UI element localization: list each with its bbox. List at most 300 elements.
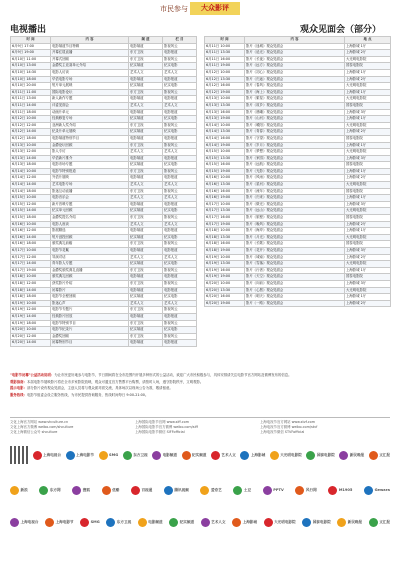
logo-name: 大光明电影院 [274,519,296,524]
table-row [11,168,197,175]
sponsor-logo [232,518,257,527]
table-row [205,129,391,136]
logo-mark-icon [33,451,42,460]
table-row [11,63,197,70]
table-row [205,208,391,215]
sponsor-logo [182,451,207,460]
table-cell: 影片《行者》观众见面会 [245,267,345,274]
logo-name: 上海电影节 [55,519,74,524]
table-row [205,168,391,175]
tv-column-header: 时 间 [11,37,51,44]
table-row [11,215,197,222]
table-cell: 6月14日 18:00 [11,188,51,195]
logo-name: 电影频道 [162,452,177,457]
table-row [11,261,197,268]
table-cell: 电影频道 [129,43,163,50]
table-cell: 国泰电影院 [345,215,391,222]
table-cell: 大光明电影院 [345,234,391,241]
table-cell: 6月10日 13:00 [11,63,51,70]
table-cell: 艺术人文 [163,102,197,109]
table-cell: 6月14日 10:00 [205,122,245,129]
table-cell: 影迷互动直播 [51,188,129,195]
sponsor-logo [240,451,265,460]
table-cell: 大光明电影院 [345,122,391,129]
table-row [11,287,197,294]
table-cell: 影视风云 [163,267,197,274]
sponsor-logo [211,451,236,460]
logo-mark-icon [152,451,161,460]
table-cell: 纪实电影 [163,261,197,268]
sponsor-logo [123,451,148,460]
table-row [205,201,391,208]
table-cell: 6月20日 10:00 [11,327,51,334]
table-cell: 经典修复专场 [51,116,129,123]
logo-mark-icon [131,486,140,495]
logo-mark-icon [106,518,115,527]
table-cell: 6月10日 20:00 [11,83,51,90]
logo-name: 艺术人文 [211,519,226,524]
sponsor-logo [99,451,119,460]
table-cell: 艺术人文 [129,300,163,307]
table-cell: 6月13日 10:00 [11,142,51,149]
table-cell: 影片《归来》观众见面会 [245,195,345,202]
table-cell: 大光明电影院 [345,149,391,156]
table-cell: 短片创投回顾 [51,234,129,241]
table-cell: 影片《初心》观众见面会 [245,69,345,76]
table-cell: 6月17日 10:00 [11,248,51,255]
table-cell: 电影报道 [163,287,197,294]
table-cell: 上海影城 1厅 [345,89,391,96]
table-cell: 6月12日 12:00 [11,122,51,129]
meet-column-header: 地 点 [345,37,391,44]
table-row [205,182,391,189]
tv-column-header: 内 容 [51,37,129,44]
table-cell: 6月13日 13:30 [205,102,245,109]
table-cell: 6月12日 10:00 [205,69,245,76]
table-row [11,56,197,63]
note-label: "电影节闭幕"公益活动说明： [10,373,55,377]
table-cell: 影片《岁月》观众见面会 [245,142,345,149]
table-cell: 6月10日 11:00 [11,56,51,63]
table-cell: 6月10日 14:30 [11,69,51,76]
table-cell: 上海影城 1厅 [345,294,391,301]
table-cell: 电影报道 [163,155,197,162]
logo-name: 东方卫视 [116,519,132,524]
table-cell: 电影报道 [163,96,197,103]
qr-code-icon [10,446,28,464]
table-row [205,234,391,241]
table-row [11,135,197,142]
table-row [11,182,197,189]
table-cell: 影视风云 [163,122,197,129]
table-cell: 电影报道 [163,313,197,320]
table-cell: 影视风云 [163,215,197,222]
table-cell: 电影频道节目特辑 [51,43,129,50]
table-cell: 6月17日 19:00 [205,221,245,228]
table-cell: 6月18日 18:00 [11,294,51,301]
table-cell: 6月19日 18:00 [11,320,51,327]
table-row [11,102,197,109]
meet-section-title: 观众见面会（部分） [300,25,382,35]
logo-mark-icon [10,486,19,495]
table-row [205,122,391,129]
table-cell: 上海影城 2厅 [345,175,391,182]
table-cell: 影片《旅程》观众见面会 [245,215,345,222]
note-paragraph [10,393,390,398]
logo-mark-icon [10,518,19,527]
note-label: 服务热线： [10,392,27,397]
table-cell: 大光明电影院 [345,208,391,215]
table-cell: 6月16日 10:00 [205,175,245,182]
table-cell: 艺术人文 [129,69,163,76]
table-row [11,241,197,248]
table-cell: 上海影城 2厅 [345,129,391,136]
divider [10,417,390,418]
table-cell: 影片《守望》观众见面会 [245,135,345,142]
table-cell: 纪实电影 [163,208,197,215]
table-cell: 影片《心愿》观众见面会 [245,287,345,294]
table-cell: 影视风云 [163,142,197,149]
table-cell: 影片《青春》观众见面会 [245,129,345,136]
table-cell: 电影报道 [163,175,197,182]
table-row [205,294,391,301]
sponsor-logo [306,451,334,460]
table-cell: 影视风云 [163,307,197,314]
table-cell: 6月18日 12:00 [11,280,51,287]
meet-column-header: 内 容 [245,37,345,44]
contact-line: 上海国际电影节微信 SIFFofficial [135,430,185,435]
table-cell: 6月19日 10:00 [205,254,245,261]
table-cell: 电影频道 [129,175,163,182]
sponsor-logo [295,486,316,495]
table-cell: 6月20日 14:00 [11,340,51,347]
logo-mark-icon [270,451,279,460]
table-cell: 大光明电影院 [345,83,391,90]
table-cell: 影展精选 [51,228,129,235]
logo-mark-icon [72,486,81,495]
table-row [205,287,391,294]
table-row [11,280,197,287]
table-row [11,142,197,149]
table-cell: 影片《一路》观众见面会 [245,300,345,307]
table-cell: 电影报道 [163,109,197,116]
table-cell: 影片《风雨》观众见面会 [245,175,345,182]
contacts-col [10,420,73,436]
sponsor-logos-row [10,443,390,467]
logo-mark-icon [66,451,75,460]
table-cell: 6月13日 10:00 [205,96,245,103]
tv-column-header: 频 道 [129,37,163,44]
table-cell: 纪实电影 [163,129,197,136]
table-cell: 影片《故乡》观众见面会 [245,102,345,109]
table-row [11,50,197,57]
table-cell: 影片《春风》观众见面会 [245,83,345,90]
table-row [205,162,391,169]
table-cell: 6月11日 14:00 [11,102,51,109]
logo-mark-icon [123,451,132,460]
table-cell: 6月15日 10:00 [11,195,51,202]
logo-name: 电影频道 [148,519,163,524]
table-cell: 6月19日 14:00 [11,313,51,320]
table-cell: 6月18日 10:00 [11,274,51,281]
table-cell: 电影频道 [129,76,163,83]
table-cell: 影片《远航》观众见面会 [245,162,345,169]
table-cell: 6月12日 10:00 [11,116,51,123]
table-cell: 电影报道 [163,340,197,347]
table-cell: 影视风云 [163,320,197,327]
table-cell: 影片《晨曦》观众见面会 [245,109,345,116]
table-row [11,320,197,327]
table-cell: 电影报道 [163,50,197,57]
table-cell: 东方卫视 [129,280,163,287]
table-cell: 6月15日 19:00 [205,168,245,175]
brand-logo: 大众影评 [190,2,240,15]
table-cell: 影片《雪落》观众见面会 [245,261,345,268]
table-cell: 华语电影专场 [51,76,129,83]
note-text: 为让市民更好地参与电影节，节日期间将在全市范围内开展多种形式的公益活动，欢迎广大市民积极参与，具体安排请关注电影节官方网站及微博发布的信息。 [54,373,292,377]
table-cell: 电影音乐会 [51,195,129,202]
table-cell: 6月16日 14:00 [11,234,51,241]
logo-name: PPTV [273,488,284,492]
table-cell: 上海影城 1厅 [345,267,391,274]
table-cell: 艺术人文 [163,195,197,202]
table-cell: 6月15日 10:00 [205,149,245,156]
contact-line: 文化上海官方微博 weibo.com/shculture [10,425,74,430]
sponsor-logo [264,518,296,527]
table-cell: 影片《归途》观众见面会 [245,76,345,83]
table-cell: 动画片单元 [51,109,129,116]
logo-name: 优酷 [112,487,120,492]
table-cell: 电影市场专题 [51,162,129,169]
table-cell: 纪实电影 [163,294,197,301]
table-cell: 上海影城 3厅 [345,248,391,255]
table-cell: 艺术人文 [129,221,163,228]
table-cell: 金爵奖回顾 [51,333,129,340]
table-cell: 6月18日 19:00 [205,248,245,255]
table-cell: 短片单元展映 [51,83,129,90]
table-row [205,83,391,90]
table-cell: 影片《梦想》观众见面会 [245,149,345,156]
table-row [205,280,391,287]
table-row [11,208,197,215]
table-row [11,267,197,274]
table-cell: 东方卫视 [129,142,163,149]
table-cell: 上海影城 3厅 [345,109,391,116]
table-cell: 影片《月光》观众见面会 [245,234,345,241]
table-row [205,274,391,281]
table-cell: 纪实电影 [163,116,197,123]
table-cell: 6月14日 10:00 [11,168,51,175]
table-cell: 亚洲新人奖介绍 [51,122,129,129]
logo-name: 上海影城 [250,452,266,457]
table-cell: 上海影城 3厅 [345,280,391,287]
sponsor-logo [233,486,251,495]
logo-name: SMG [109,453,119,457]
logo-mark-icon [232,518,241,527]
table-cell: 国泰电影院 [345,63,391,70]
table-cell: 影片《繁星》观众见面会 [245,96,345,103]
logo-name: 文汇报 [379,452,390,457]
table-cell: 6月13日 16:00 [205,109,245,116]
sponsor-logo [263,486,284,495]
participate-label: 市民参与 [160,5,188,13]
table-cell: 6月14日 16:00 [205,135,245,142]
table-row [205,254,391,261]
sponsor-logo [45,518,73,527]
table-cell: 艺术人文 [163,254,197,261]
table-cell: 电影频道 [129,96,163,103]
table-row [11,43,197,50]
table-cell: 东方卫视 [129,89,163,96]
table-cell: 6月11日 16:00 [205,56,245,63]
table-cell: 影片《天空》观众见面会 [245,274,345,281]
table-cell: 电影报道 [163,76,197,83]
table-cell: 电影频道 [129,155,163,162]
logo-mark-icon [264,518,273,527]
table-cell: 影片《花开》观众见面会 [245,248,345,255]
table-cell: 6月9日 19:00 [11,50,51,57]
contact-line: 上海电视节官方微博 weibo.com/stvf [260,425,318,430]
table-cell: 纪实频道 [129,208,163,215]
logo-mark-icon [138,518,147,527]
table-cell: 闭幕特别节目 [51,340,129,347]
sponsor-logo [164,486,189,495]
table-row [205,116,391,123]
logo-mark-icon [369,518,378,527]
table-row [205,109,391,116]
table-row [11,327,197,334]
logo-name: 艺术人文 [221,452,236,457]
logo-mark-icon [328,486,337,495]
table-cell: 影片《向前》观众见面会 [245,280,345,287]
table-row [11,83,197,90]
table-cell: 纪录片单元展映 [51,129,129,136]
table-row [205,149,391,156]
sponsor-logo [328,486,352,495]
table-cell: 纪实单元回顾 [51,208,129,215]
table-cell: 开幕式回顾 [51,56,129,63]
table-cell: 新片首映专题 [51,201,129,208]
table-cell: 纪实频道 [129,162,163,169]
table-cell: 6月11日 13:00 [11,96,51,103]
sponsor-logo [337,518,362,527]
table-cell: 6月11日 18:00 [11,109,51,116]
table-cell: 电影频道 [129,248,163,255]
table-cell: 影视风云 [163,56,197,63]
table-cell: 艺术人文 [163,149,197,156]
table-row [11,307,197,314]
contact-line: 文化上海官方网站 www.shculture.cn [10,420,69,424]
table-cell: 6月15日 12:00 [11,201,51,208]
logo-name: 上海电视台 [43,452,61,457]
table-row [205,89,391,96]
table-cell: 纪实频道 [129,83,163,90]
table-row [11,76,197,83]
sponsor-logo [72,486,90,495]
sponsor-logo [10,486,28,495]
table-cell: 6月13日 18:00 [11,162,51,169]
tv-schedule-table [10,36,197,347]
table-cell: 纪实频道 [129,234,163,241]
table-cell: 上海影城 1厅 [345,168,391,175]
table-cell: 6月16日 10:00 [11,221,51,228]
table-cell: 电影节特别节目 [51,320,129,327]
table-row [11,228,197,235]
table-cell: 影片《海岸》观众见面会 [245,228,345,235]
table-cell: 东方卫视 [129,168,163,175]
table-cell: 艺术电影专场 [51,182,129,189]
table-cell: 上海影城 2厅 [345,221,391,228]
table-row [11,201,197,208]
table-row [11,300,197,307]
table-cell: 6月16日 16:00 [205,188,245,195]
table-row [11,69,197,76]
table-cell: 影片《远方》观众见面会 [245,63,345,70]
table-cell: 上海影城 1厅 [345,195,391,202]
note-paragraph [10,373,390,378]
sponsor-logo [80,518,100,527]
table-cell: 电影频道 [129,287,163,294]
contact-line: 上海国际电影节官网 www.siff.com [135,420,190,424]
logo-name: 风行网 [305,487,317,492]
table-cell: 6月13日 14:00 [11,155,51,162]
table-cell: 6月15日 18:00 [11,215,51,222]
table-cell: 国泰电影院 [345,241,391,248]
table-row [11,129,197,136]
table-cell: 青年影人专题 [51,261,129,268]
table-cell: 艺术人文 [129,149,163,156]
table-row [205,195,391,202]
table-row [205,76,391,83]
sponsor-logo [364,486,390,495]
table-row [11,340,197,347]
table-cell: 国泰电影院 [345,162,391,169]
table-cell: 6月11日 13:30 [205,50,245,57]
table-cell: 6月17日 19:00 [11,267,51,274]
table-cell: 纪实电影 [163,162,197,169]
table-cell: 6月19日 13:30 [205,261,245,268]
table-cell: 6月14日 19:00 [205,142,245,149]
table-cell: 上海影城 2厅 [345,300,391,307]
table-row [205,188,391,195]
table-row [205,142,391,149]
table-cell: 大光明电影院 [345,96,391,103]
table-cell: 颁奖典礼回顾 [51,274,129,281]
table-cell: 电影节花絮 [51,248,129,255]
logo-mark-icon [201,518,210,527]
table-cell: 艺术人文 [163,69,197,76]
table-cell: 电影报道 [163,135,197,142]
table-cell: 闭幕影片 [51,287,129,294]
table-cell: 东方卫视 [129,122,163,129]
note-paragraph [10,380,390,385]
sponsor-logo [10,518,38,527]
table-row [11,96,197,103]
logo-name: 腾讯视频 [174,487,189,492]
table-cell: 电影人访谈 [51,69,129,76]
table-cell: 上海影城 1厅 [345,69,391,76]
sponsor-logo [369,518,390,527]
table-cell: 东方卫视 [129,50,163,57]
table-row [11,116,197,123]
table-row [205,215,391,222]
table-cell: 影片《微光》观众见面会 [245,201,345,208]
table-cell: 东方卫视 [129,188,163,195]
table-row [205,267,391,274]
table-cell: 影视风云 [163,89,197,96]
table-cell: 评委见面会 [51,102,129,109]
table-cell: 纪实频道 [129,294,163,301]
